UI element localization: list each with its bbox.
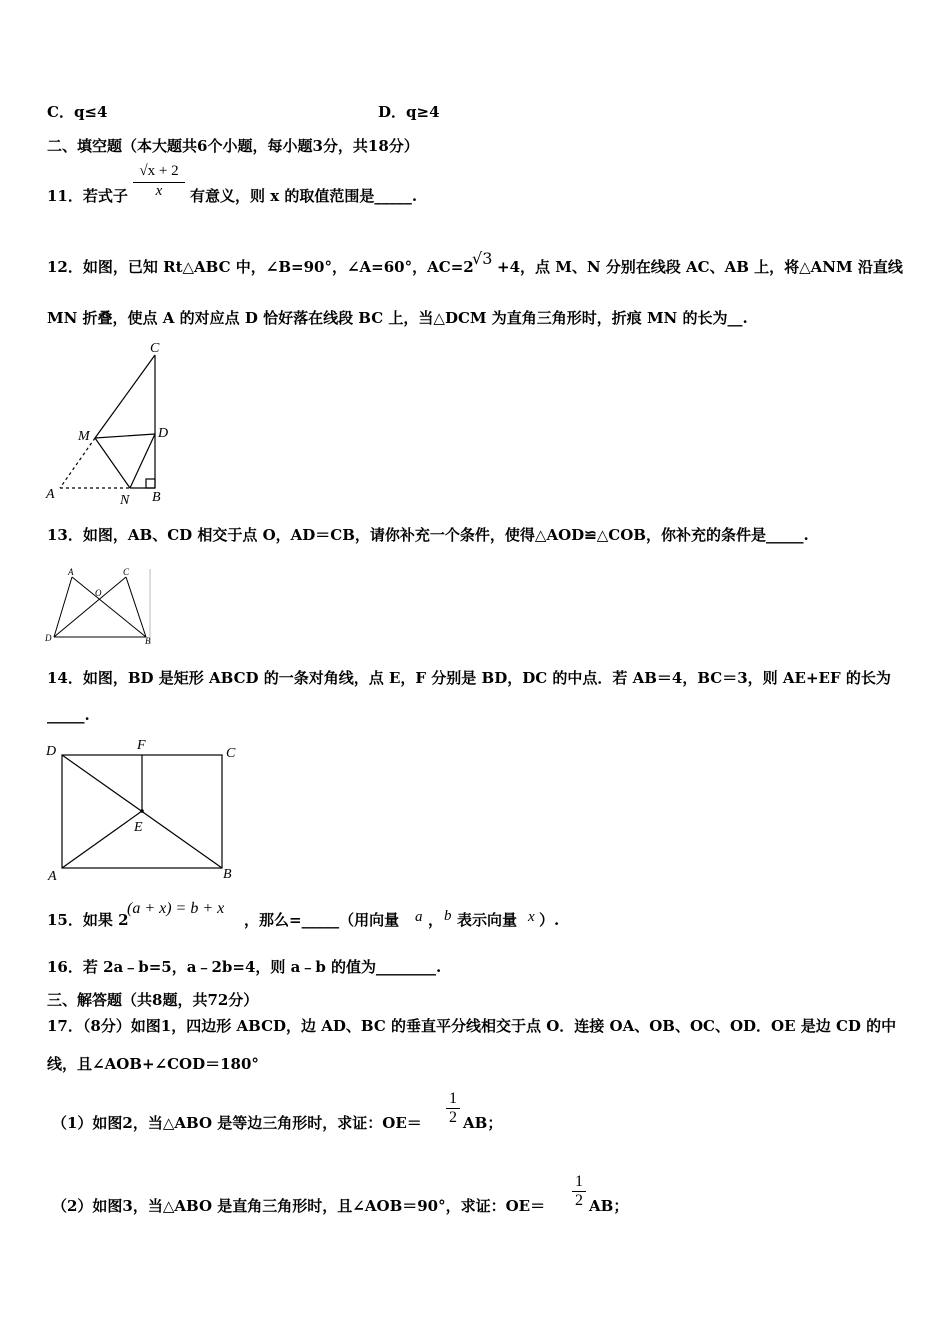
q13-text: 13．如图，AB、CD 相交于点 O，AD＝CB，请你补充一个条件，使得△AOD≌△COB，你补充的条件是_____. bbox=[47, 526, 809, 544]
q15-vector-x: x bbox=[528, 909, 535, 925]
q13-label-o: O bbox=[95, 588, 102, 598]
q17-part1-prefix: （1）如图2，当△ABO 是等边三角形时，求证：OE＝ bbox=[52, 1114, 422, 1132]
q17-part1-suffix: AB； bbox=[463, 1114, 503, 1132]
q12-line2: MN 折叠，使点 A 的对应点 D 恰好落在线段 BC 上，当△DCM 为直角三角形时，折痕 MN 的长为__. bbox=[47, 309, 748, 327]
q12-line1a: 12．如图，已知 Rt△ABC 中，∠B=90°，∠A=60°，AC=2 bbox=[47, 258, 474, 276]
q14-label-f: F bbox=[137, 738, 146, 753]
q15-prefix: 15．如果 2 bbox=[47, 911, 129, 929]
q14-line1: 14．如图，BD 是矩形 ABCD 的一条对角线，点 E，F 分别是 BD，DC 的中点．若 AB＝4，BC＝3，则 AE+EF 的长为 bbox=[47, 669, 891, 687]
q12-label-m: M bbox=[78, 429, 90, 444]
q13-label-a: A bbox=[68, 567, 74, 577]
q14-figure bbox=[40, 735, 250, 885]
q17-part2-prefix: （2）如图3，当△ABO 是直角三角形时，且∠AOB＝90°，求证：OE＝ bbox=[52, 1197, 546, 1215]
q17-part2-frac-num: 1 bbox=[572, 1173, 586, 1192]
q17-part1-frac-num: 1 bbox=[446, 1090, 460, 1109]
q14-line2: _____. bbox=[47, 706, 90, 724]
q17-part2-frac-den: 2 bbox=[575, 1192, 583, 1209]
q14-label-d: D bbox=[46, 744, 57, 759]
q12-figure bbox=[40, 340, 180, 510]
q12-label-b: B bbox=[152, 490, 161, 505]
q17-part1-frac-den: 2 bbox=[449, 1109, 457, 1126]
q12-label-d: D bbox=[158, 426, 169, 441]
q15-post: ，那么=_____（用向量 bbox=[244, 911, 400, 929]
section-2-heading: 二、填空题（本大题共6个小题，每小题3分，共18分） bbox=[47, 137, 419, 155]
q15-vector-b: b bbox=[444, 908, 452, 924]
q14-label-c: C bbox=[226, 746, 236, 761]
q14-label-b: B bbox=[223, 867, 232, 882]
q14-label-a: A bbox=[48, 869, 57, 884]
option-d: D．q≥4 bbox=[378, 103, 440, 121]
q13-label-d: D bbox=[45, 633, 52, 643]
q13-label-b: B bbox=[145, 636, 151, 646]
q12-label-a: A bbox=[46, 487, 55, 502]
q15-sep: ， bbox=[428, 911, 444, 929]
q12-line1b: +4，点 M、N 分别在线段 AC、AB 上，将△ANM 沿直线 bbox=[497, 258, 903, 276]
q15-formula: (a + x) = b + x bbox=[127, 900, 225, 917]
q13-label-c: C bbox=[123, 567, 130, 577]
q17-part1-fraction bbox=[446, 1090, 460, 1127]
q12-label-c: C bbox=[150, 341, 160, 356]
q15-end: ）. bbox=[539, 911, 560, 929]
q11-prefix: 11．若式子 bbox=[47, 187, 128, 205]
q11-suffix: 有意义，则 x 的取值范围是_____. bbox=[190, 187, 418, 205]
section-3-heading: 三、解答题（共8题，共72分） bbox=[47, 991, 259, 1009]
q11-fraction bbox=[133, 163, 185, 200]
option-c: C．q≤4 bbox=[47, 103, 108, 121]
q17-part2-suffix: AB； bbox=[589, 1197, 629, 1215]
q11-denominator: x bbox=[155, 183, 163, 199]
q12-sqrt3: √3 bbox=[472, 249, 493, 268]
q11-numerator: √x + 2 bbox=[133, 163, 185, 183]
q13-figure bbox=[42, 564, 157, 649]
q12-label-n: N bbox=[120, 493, 130, 508]
q17-line1: 17．（8分）如图1，四边形 ABCD，边 AD、BC 的垂直平分线相交于点 O．连接 OA、OB、OC、OD．OE 是边 CD 的中 bbox=[47, 1017, 897, 1035]
q14-label-e: E bbox=[134, 820, 143, 835]
q17-line2: 线，且∠AOB+∠COD＝180° bbox=[47, 1055, 259, 1073]
q16-text: 16．若 2a﹣b=5，a﹣2b=4，则 a﹣b 的值为________. bbox=[47, 958, 442, 976]
q17-part2-fraction bbox=[572, 1173, 586, 1210]
q15-vector-a: a bbox=[415, 909, 423, 925]
q15-mid: 表示向量 bbox=[457, 911, 518, 929]
